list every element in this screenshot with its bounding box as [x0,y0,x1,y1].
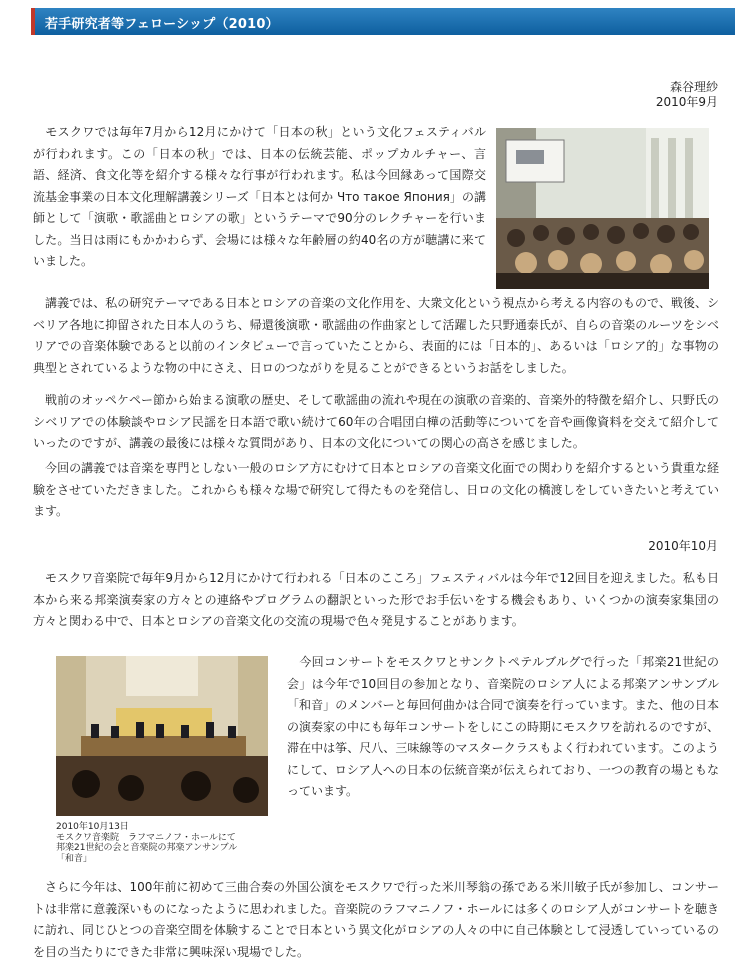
concert-photo-graphic [56,656,268,816]
paragraph-3: 戦前のオッペケペー節から始まる演歌の歴史、そして歌謡曲の流れや現在の演歌の音楽的、音楽外的特徴を紹介し、只野氏のシベリアでの体験談やロシア民謡を日本語で歌い続けて60年の合唱団白樺の活動等についてを音や画像資料を交えて紹介していったのですが、講義の最後には様々な質問があり、日本の文化についての関心の高さを感じました。 [33,393,719,450]
lecture-photo-graphic [496,128,709,289]
paragraph-7: さらに今年は、100年前に初めて三曲合奏の外国公演をモスクワで行った米川琴翁の孫である米川敏子氏が参加し、コンサートは非常に意義深いものになったように思われました。音楽院のラフマニノフ・ホールには多くのロシア人がコンサートを聴きに訪れ、同じひとつの音楽空間を体験することで日本という異文化がロシアの人々の中に自己体験として浸透していっているのを目の当たりにできた非常に興味深い現場でした。 [33,880,719,959]
paragraph-1: モスクワでは毎年7月から12月にかけて「日本の秋」という文化フェスティバルが行われます。この「日本の秋」では、日本の伝統芸能、ポップカルチャー、言語、経済、食文化等を紹介する様々な行事が行われます。私は今回縁あって国際交流基金事業の日本文化理解講義シリーズ「日本とは何か Что такое Япония」の講師として「演歌・歌謡曲とロシアの歌」というテーマで90分のレクチャーを行いました。当日は雨にもかかわらず、会場には様々な年齢層の約40名の方が聴講に来ていました。 [33,125,486,268]
date-2: 2010年10月 [648,539,718,553]
paragraph-2: 講義では、私の研究テーマである日本とロシアの音楽の文化作用を、大衆文化という視点から考える内容のもので、戦後、シベリア各地に抑留された日本人のうち、帰還後演歌・歌謡曲の作曲家として活躍した只野通泰氏が、自らの音楽のルーツをシベリアでの音楽体験であると以前のインタビューで言っていたことから、表面的には「日本的」、あるいは「ロシア的」な事物の典型とされているような物の中にさえ、日ロのつながりを見ることができるというお話をしました。 [33,296,719,375]
author-date: 2010年9月 [655,95,718,109]
paragraph-4: 今回の講義では音楽を専門としない一般のロシア方にむけて日本とロシアの音楽文化面での関わりを紹介するという貴重な経験をさせていただきました。これからも様々な場で研究して得たものを発信し、日ロの文化の橋渡しをしていきたいと考えています。 [33,461,719,518]
section-title-bar [31,8,735,35]
paragraph-6: 今回コンサートをモスクワとサンクトペテルブルグで行った「邦楽21世紀の会」は今年で10回目の参加となり、音楽院のロシア人による邦楽アンサンブル「和音」のメンバーと毎回何曲かは合同で演奏を行っています。また、他の日本の演奏家の中にも毎年コンサートをしにこの時期にモスクワを訪れるのですが、滞在中は筝、尺八、三味線等のマスタークラスもよく行われています。このようにして、ロシア人への日本の伝統音楽が伝えられており、一つの教育の場ともなっています。 [287,655,720,798]
lecture-photo [496,128,709,289]
paragraph-5: モスクワ音楽院で毎年9月から12月にかけて行われる「日本のこころ」フェスティバルは今年で12回目を迎えました。私も日本から来る邦楽演奏家の方々との連絡やプログラムの翻訳といった形でお手伝いをする機会もあり、いくつかの演奏家集団の方々と関わる中で、日本とロシアの音楽文化の交流の現場で色々発見することがあります。 [33,571,719,628]
caption-venue: モスクワ音楽院 ラフマニノフ・ホールにて [56,832,236,843]
author-block [656,80,718,110]
caption-performers: 邦楽21世紀の会と音楽院の邦楽アンサンブル [56,843,238,853]
photo-caption [56,822,237,864]
author-name: 森谷理紗 [669,80,718,94]
caption-ensemble: 「和音」 [56,853,93,864]
section-title: 若手研究者等フェローシップ（2010） [45,17,279,32]
concert-photo [56,656,268,816]
caption-date: 2010年10月13日 [56,822,129,832]
